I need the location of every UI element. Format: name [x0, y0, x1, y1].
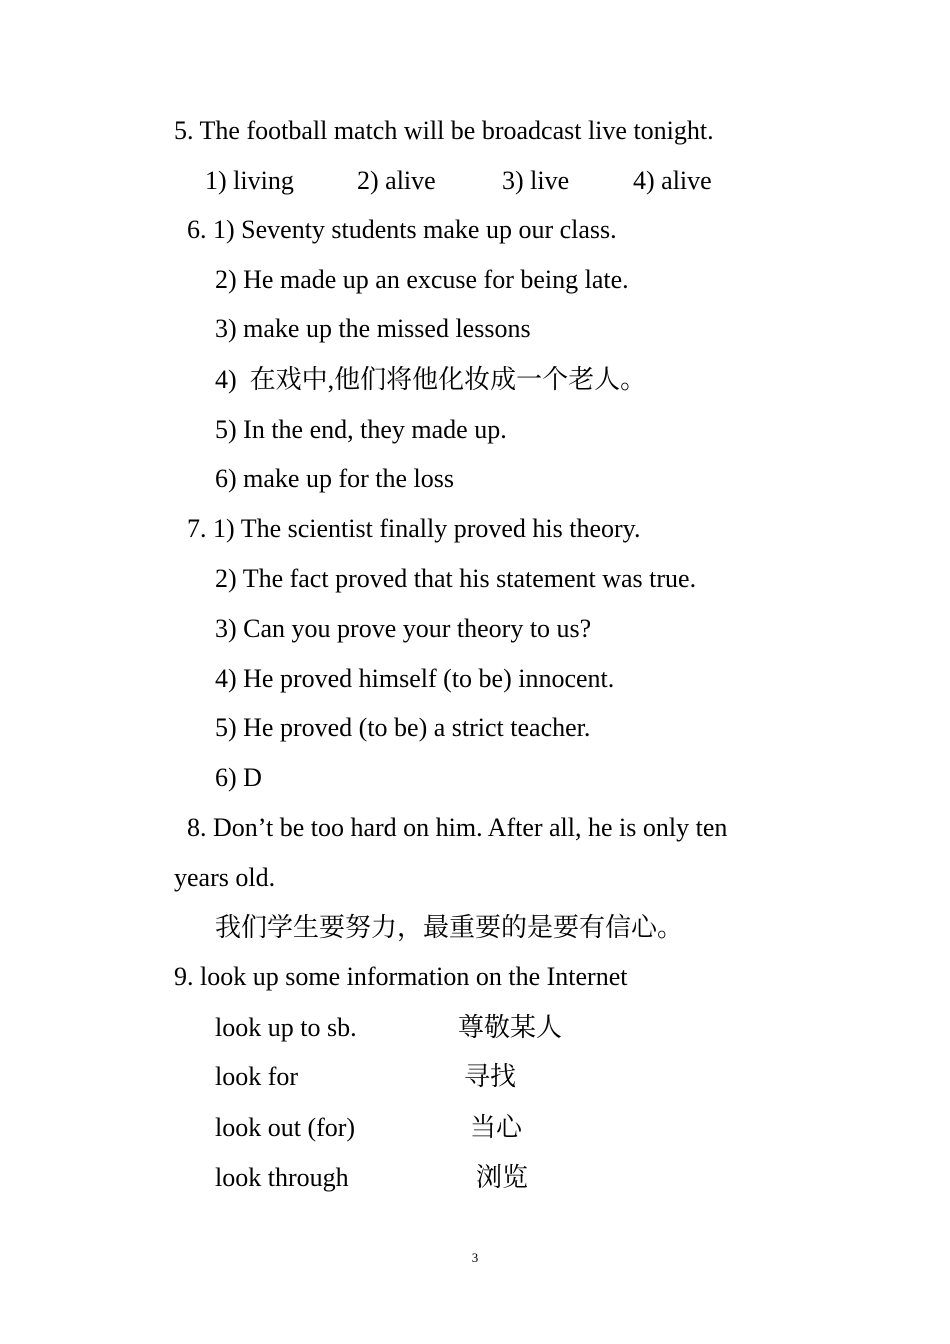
item-7-line-3: 3) Can you prove your theory to us? — [215, 614, 592, 643]
item-9-heading: 9. look up some information on the Internet — [174, 962, 628, 991]
item-7-line-6: 6) D — [215, 763, 262, 792]
item-6-line-3: 3) make up the missed lessons — [215, 314, 531, 343]
phrase-en-3: look out (for) — [215, 1113, 356, 1142]
item-7-line-4: 4) He proved himself (to be) innocent. — [215, 664, 615, 693]
item-6-line-2: 2) He made up an excuse for being late. — [215, 265, 629, 294]
item-8-translation: 我们学生要努力，最重要的是要有信心。 — [215, 913, 684, 942]
phrase-en-2: look for — [215, 1062, 299, 1091]
item-5-question: 5. The football match will be broadcast live tonight. — [174, 116, 714, 145]
item-8-line-1: 8. Don’t be too hard on him. After all, he is only ten — [187, 813, 728, 842]
item-7-line-5: 5) He proved (to be) a strict teacher. — [215, 713, 591, 742]
item-8-line-2: years old. — [174, 863, 276, 892]
item-5-option-2: 2) alive — [357, 166, 436, 195]
item-5-option-4: 4) alive — [633, 166, 712, 195]
item-6-line-1: 6. 1) Seventy students make up our class. — [187, 215, 617, 244]
item-6-line-5: 5) In the end, they made up. — [215, 415, 507, 444]
item-7-line-2: 2) The fact proved that his statement was true. — [215, 564, 697, 593]
item-5-option-1: 1) living — [205, 166, 294, 195]
item-6-line-6: 6) make up for the loss — [215, 464, 455, 493]
phrase-en-1: look up to sb. — [215, 1013, 357, 1042]
page-number: 3 — [471, 1250, 479, 1265]
item-5-option-3: 3) live — [502, 166, 570, 195]
phrase-zh-2: 寻找 — [464, 1062, 517, 1091]
phrase-zh-4: 浏览 — [476, 1163, 529, 1192]
item-7-line-1: 7. 1) The scientist finally proved his theory. — [187, 514, 641, 543]
phrase-en-4: look through — [215, 1163, 349, 1192]
item-6-line-4: 4) 在戏中,他们将他化妆成一个老人。 — [215, 365, 647, 394]
phrase-zh-1: 尊敬某人 — [458, 1013, 563, 1042]
phrase-zh-3: 当心 — [470, 1113, 523, 1142]
